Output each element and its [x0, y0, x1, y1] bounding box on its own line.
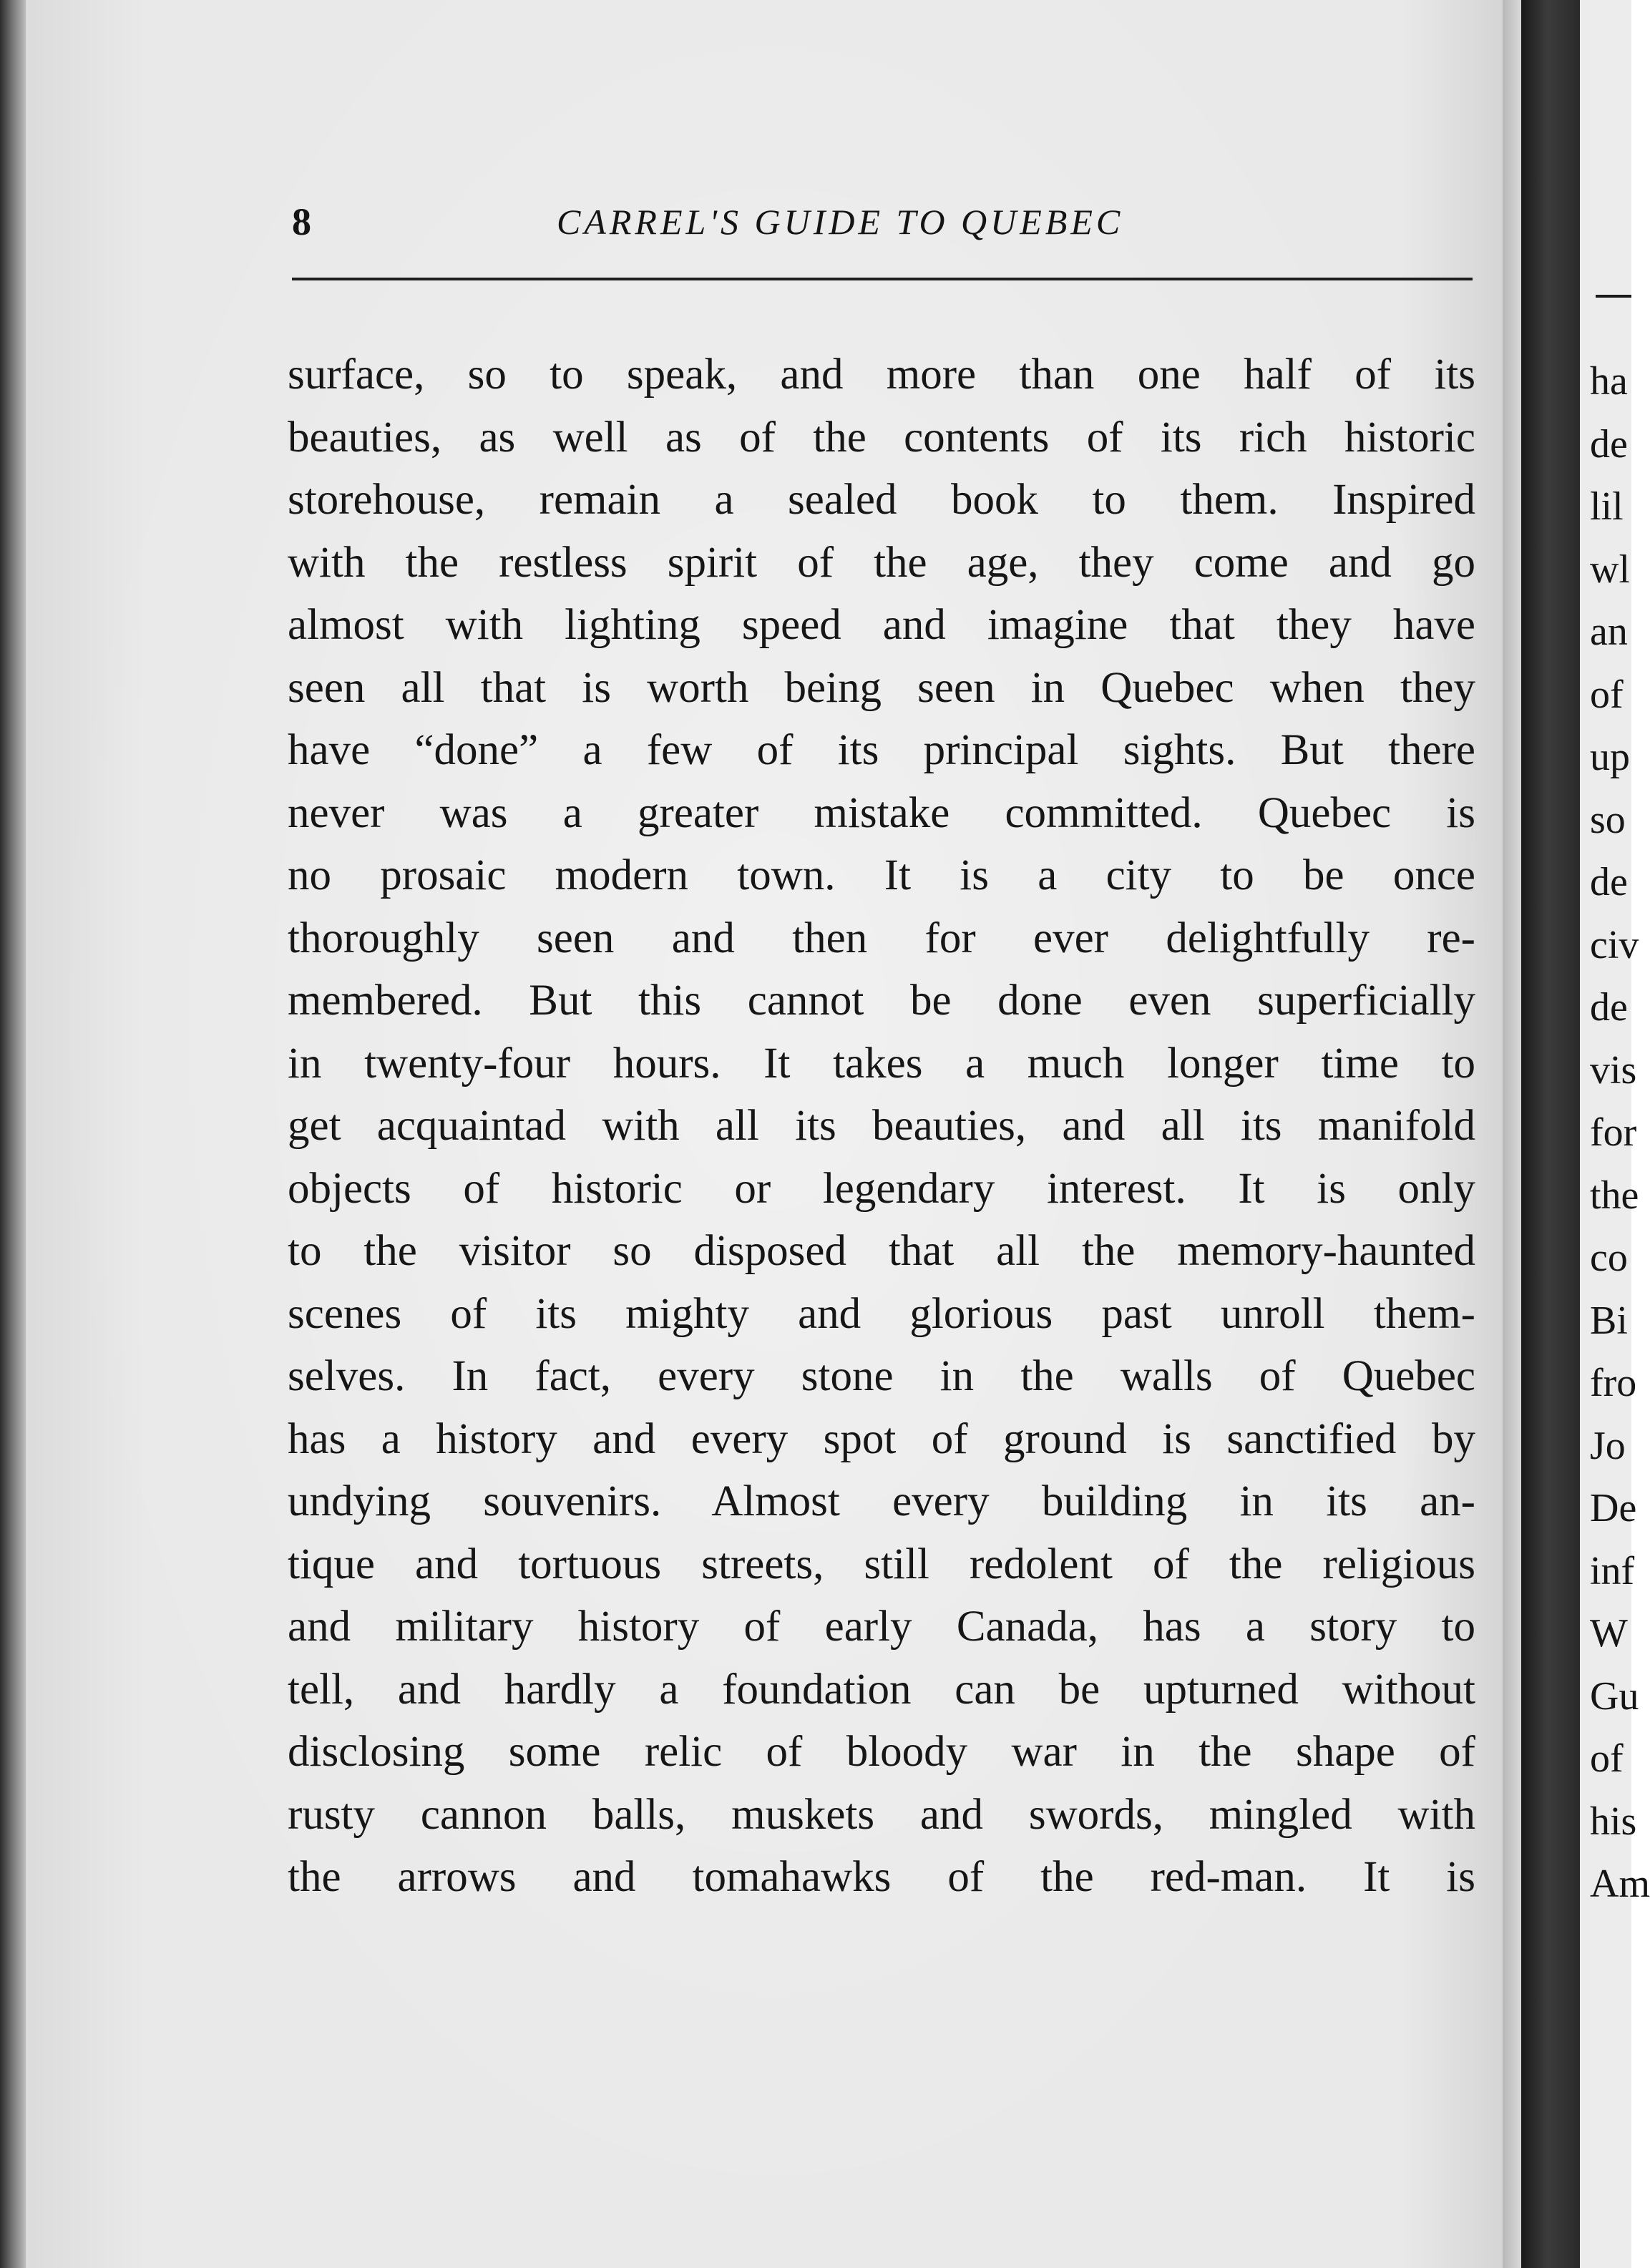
facing-page-line: Jo	[1590, 1423, 1626, 1468]
page-edge	[1503, 0, 1521, 2268]
facing-page-line: vis	[1590, 1047, 1637, 1093]
text-line: with the restless spirit of the age, they come and go	[288, 538, 1475, 587]
text-line: get acquaintad with all its beauties, and all its manifold	[288, 1102, 1475, 1150]
facing-page-fragment	[1580, 0, 1650, 2268]
facing-page-line: ha	[1590, 359, 1628, 404]
text-line: and military history of early Canada, has a story to	[288, 1603, 1475, 1651]
text-line: scenes of its mighty and glorious past unroll them-	[288, 1289, 1475, 1338]
text-line: seen all that is worth being seen in Quebec when they	[288, 663, 1475, 712]
text-line: selves. In fact, every stone in the walls of Quebec	[288, 1352, 1475, 1400]
header-title: CARREL'S GUIDE TO QUEBEC	[557, 202, 1124, 242]
facing-page-line: fro	[1590, 1361, 1637, 1405]
header-rule	[292, 278, 1473, 280]
facing-page-line: de	[1590, 985, 1628, 1030]
facing-page-line: the	[1590, 1173, 1639, 1218]
facing-page-line: his	[1590, 1799, 1637, 1844]
facing-page-line: Bi	[1590, 1298, 1628, 1343]
text-line: disclosing some relic of bloody war in the shape of	[288, 1728, 1475, 1776]
text-line: thoroughly seen and then for ever delightfully re-	[288, 914, 1475, 962]
text-line: almost with lighting speed and imagine that they have	[288, 601, 1475, 649]
page-number: 8	[292, 200, 311, 243]
text-line: surface, so to speak, and more than one half of its	[288, 351, 1475, 399]
facing-page-line: lil	[1590, 484, 1624, 529]
facing-page-line: De	[1590, 1486, 1637, 1530]
running-head	[292, 197, 1473, 247]
text-line: no prosaic modern town. It is a city to be once	[288, 851, 1475, 899]
facing-page-line: up	[1590, 735, 1630, 779]
facing-page-text	[1590, 351, 1650, 1916]
facing-page-line: Gu	[1590, 1673, 1639, 1719]
book-binding	[1521, 0, 1580, 2268]
facing-page-line: for	[1590, 1110, 1637, 1155]
facing-page-line: Am	[1590, 1862, 1650, 1906]
facing-page-line: so	[1590, 797, 1626, 842]
facing-page-line: an	[1590, 610, 1628, 654]
facing-page-line: civ	[1590, 922, 1639, 967]
text-line: tique and tortuous streets, still redolent of the religious	[288, 1540, 1475, 1588]
body-text	[288, 343, 1475, 1909]
text-line: rusty cannon balls, muskets and swords, mingled with	[288, 1790, 1475, 1839]
facing-page-line: of	[1590, 672, 1624, 717]
text-line: objects of historic or legendary interest. It is only	[288, 1164, 1475, 1213]
text-line: undying souvenirs. Almost every building in its an-	[288, 1477, 1475, 1525]
facing-page-line: inf	[1590, 1548, 1635, 1593]
facing-page-line: co	[1590, 1236, 1628, 1280]
text-line: storehouse, remain a sealed book to them. Inspired	[288, 476, 1475, 524]
text-line: have “done” a few of its principal sights. But there	[288, 726, 1475, 774]
text-line: membered. But this cannot be done even superficially	[288, 977, 1475, 1025]
facing-page-line: wl	[1590, 547, 1630, 592]
text-line: tell, and hardly a foundation can be upturned without	[288, 1665, 1475, 1714]
facing-page-line: W	[1590, 1611, 1628, 1656]
text-line: beauties, as well as of the contents of its rich historic	[288, 413, 1475, 461]
text-line: has a history and every spot of ground is sanctified by	[288, 1414, 1475, 1463]
text-line: the arrows and tomahawks of the red-man. It is	[288, 1853, 1475, 1901]
text-line: to the visitor so disposed that all the memory-haunted	[288, 1227, 1475, 1275]
text-line: in twenty-four hours. It takes a much longer time to	[288, 1039, 1475, 1087]
facing-page-line: de	[1590, 421, 1628, 466]
left-page-shadow	[0, 0, 26, 2268]
facing-page-line: de	[1590, 860, 1628, 904]
text-line: never was a greater mistake committed. Quebec is	[288, 788, 1475, 837]
facing-page-rule	[1596, 295, 1631, 298]
facing-page-line: of	[1590, 1736, 1624, 1781]
